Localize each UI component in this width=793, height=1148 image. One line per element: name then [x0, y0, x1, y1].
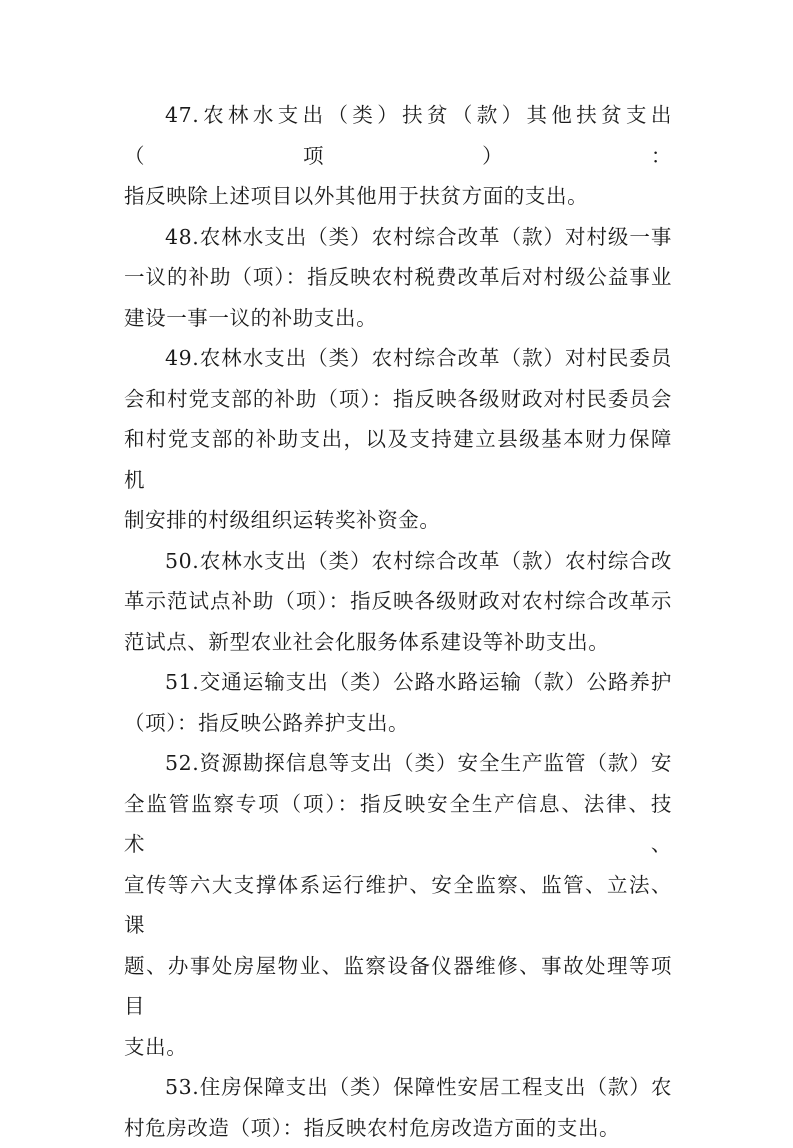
- paragraph-50: [124, 541, 672, 663]
- text-line: 指反映除上述项目以外其他用于扶贫方面的支出。: [124, 176, 672, 217]
- text-line: 宣传等六大支撑体系运行维护、安全监察、监管、立法、课: [124, 865, 672, 946]
- paragraph-47: [124, 95, 672, 217]
- text-line: 52.资源勘探信息等支出（类）安全生产监管（款）安: [124, 743, 672, 784]
- paragraph-51: [124, 662, 672, 743]
- paragraph-52: [124, 743, 672, 1067]
- text-line: 53.住房保障支出（类）保障性安居工程支出（款）农: [124, 1067, 672, 1108]
- text-line: 支出。: [124, 1027, 672, 1068]
- text-line: 47.农林水支出（类）扶贫（款）其他扶贫支出（项）：: [124, 95, 672, 176]
- text-line: 49.农林水支出（类）农村综合改革（款）对村民委员: [124, 338, 672, 379]
- document-body: [124, 95, 672, 1148]
- text-line: 会和村党支部的补助（项）：指反映各级财政对村民委员会: [124, 379, 672, 420]
- text-line: 50.农林水支出（类）农村综合改革（款）农村综合改: [124, 541, 672, 582]
- text-line: 和村党支部的补助支出，以及支持建立县级基本财力保障机: [124, 419, 672, 500]
- text-line: 一议的补助（项）：指反映农村税费改革后对村级公益事业: [124, 257, 672, 298]
- text-line: 村危房改造（项）：指反映农村危房改造方面的支出。: [124, 1108, 672, 1148]
- text-line: 48.农林水支出（类）农村综合改革（款）对村级一事: [124, 217, 672, 258]
- text-line: （项）：指反映公路养护支出。: [124, 703, 672, 744]
- text-line: 范试点、新型农业社会化服务体系建设等补助支出。: [124, 622, 672, 663]
- text-line: 全监管监察专项（项）：指反映安全生产信息、法律、技术、: [124, 784, 672, 865]
- paragraph-53: [124, 1067, 672, 1148]
- text-line: 制安排的村级组织运转奖补资金。: [124, 500, 672, 541]
- text-line: 51.交通运输支出（类）公路水路运输（款）公路养护: [124, 662, 672, 703]
- text-line: 建设一事一议的补助支出。: [124, 298, 672, 339]
- paragraph-49: [124, 338, 672, 541]
- text-line: 题、办事处房屋物业、监察设备仪器维修、事故处理等项目: [124, 946, 672, 1027]
- paragraph-48: [124, 217, 672, 339]
- text-line: 革示范试点补助（项）：指反映各级财政对农村综合改革示: [124, 581, 672, 622]
